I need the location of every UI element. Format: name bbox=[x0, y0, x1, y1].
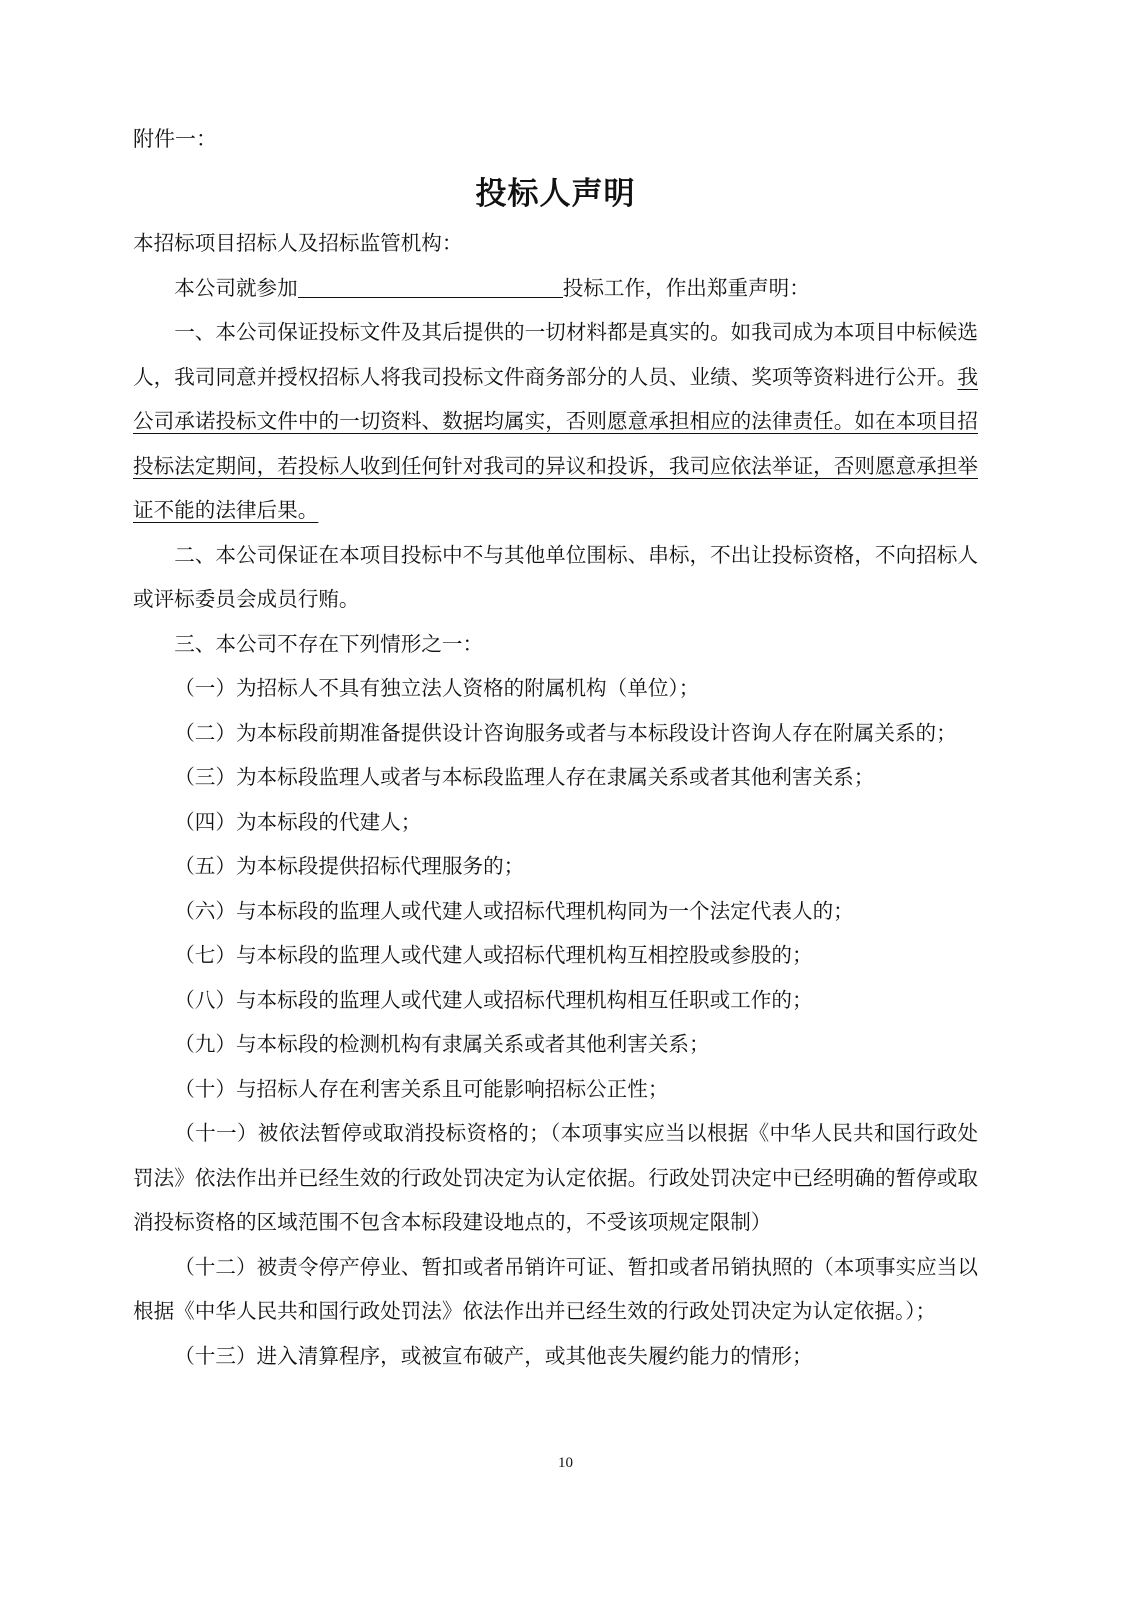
list-item-2: （二）为本标段前期准备提供设计咨询服务或者与本标段设计咨询人存在附属关系的； bbox=[174, 720, 957, 745]
intro-paragraph bbox=[133, 266, 978, 311]
attachment-label: 附件一： bbox=[133, 127, 217, 151]
list-item-1: （一）为招标人不具有独立法人资格的附属机构（单位）； bbox=[174, 676, 700, 700]
list-item-3: （三）为本标段监理人或者与本标段监理人存在隶属关系或者其他利害关系； bbox=[174, 765, 875, 789]
list-item-11: （十一）被依法暂停或取消投标资格的；（本项事实应当以根据《中华人民共和国行政处罚法》依法作出并已经生效的行政处罚决定为认定依据。行政处罚决定中已经明确的暂停或取消投标资格的区域范围不包含本标段建设地点的，不受该项规定限制） bbox=[133, 1121, 978, 1234]
list-item-10: （十）与招标人存在利害关系且可能影响招标公正性； bbox=[174, 1076, 669, 1101]
clause-1-text: 一、本公司保证投标文件及其后提供的一切材料都是真实的。如我司成为本项目中标候选人，我司同意并授权招标人将我司投标文件商务部分的人员、业绩、奖项等资料进行公开。 bbox=[133, 320, 978, 389]
clause-1 bbox=[133, 310, 978, 533]
clause-3: 三、本公司不存在下列情形之一： bbox=[174, 631, 484, 656]
clause-1-underlined: 我公司承诺投标文件中的一切资料、数据均属实，否则愿意承担相应的法律责任。如在本项目招投标法定期间，若投标人收到任何针对我司的异议和投诉，我司应依法举证，否则愿意承担举证不能的法律后果。 bbox=[133, 364, 978, 522]
document-body bbox=[133, 121, 978, 1378]
page-number: 10 bbox=[558, 1455, 573, 1471]
list-item-4: （四）为本标段的代建人； bbox=[174, 809, 422, 834]
list-item-7: （七）与本标段的监理人或代建人或招标代理机构互相控股或参股的； bbox=[174, 943, 813, 967]
intro-after: 投标工作，作出郑重声明： bbox=[562, 275, 810, 300]
list-item-8: （八）与本标段的监理人或代建人或招标代理机构相互任职或工作的； bbox=[174, 987, 813, 1012]
addressee: 本招标项目招标人及招标监管机构： bbox=[133, 231, 463, 255]
list-item-13: （十三）进入清算程序，或被宣布破产，或其他丧失履约能力的情形； bbox=[174, 1343, 813, 1368]
list-item-5: （五）为本标段提供招标代理服务的； bbox=[174, 854, 525, 878]
intro-before: 本公司就参加 bbox=[174, 275, 298, 300]
list-item-12: （十二）被责令停产停业、暂扣或者吊销许可证、暂扣或者吊销执照的（本项事实应当以根据《中华人民共和国行政处罚法》依法作出并已经生效的行政处罚决定为认定依据。）； bbox=[133, 1254, 978, 1323]
project-name-blank[interactable] bbox=[298, 271, 563, 298]
document-title: 投标人声明 bbox=[475, 176, 636, 212]
list-item-9: （九）与本标段的检测机构有隶属关系或者其他利害关系； bbox=[174, 1032, 710, 1056]
list-item-6: （六）与本标段的监理人或代建人或招标代理机构同为一个法定代表人的； bbox=[174, 898, 854, 923]
clause-2: 二、本公司保证在本项目投标中不与其他单位围标、串标，不出让投标资格，不向招标人或评标委员会成员行贿。 bbox=[133, 542, 978, 611]
